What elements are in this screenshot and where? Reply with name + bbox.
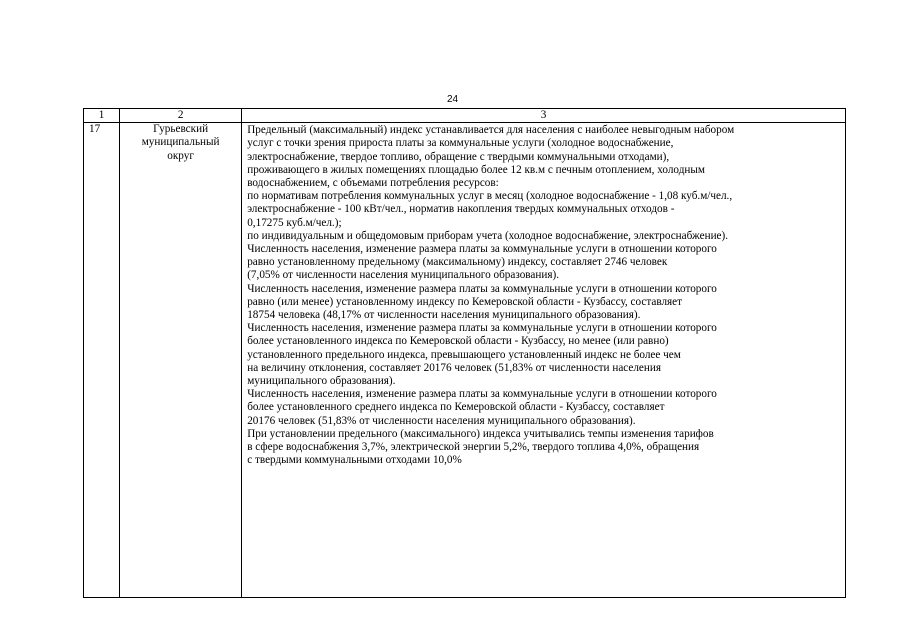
row-number-cell: 17 [84, 123, 120, 598]
description-line: 20176 человек (51,83% от численности населения муниципального образования). [247, 414, 636, 427]
description-line: электроснабжение, твердое топливо, обращение с твердыми коммунальными отходами), [247, 150, 670, 163]
description-cell [242, 123, 846, 598]
description-line: по нормативам потребления коммунальных услуг в месяц (холодное водоснабжение - 1,08 куб.м/чел., [247, 190, 733, 203]
description-line: Численность населения, изменение размера платы за коммунальные услуги в отношении которого [247, 322, 717, 335]
header-cell-2: 2 [120, 109, 242, 123]
table-header-row [84, 109, 846, 123]
description-line: равно установленному предельному (максимальному) индексу, составляет 2746 человек [247, 256, 668, 269]
description-line: 0,17275 куб.м/чел.); [247, 216, 342, 229]
description-line: на величину отклонения, составляет 20176 человек (51,83% от численности населения [247, 361, 662, 374]
municipality-line: округ [167, 149, 194, 162]
document-table [83, 108, 846, 598]
header-cell-1: 1 [84, 109, 120, 123]
page-number: 24 [446, 94, 459, 105]
description-line: равно (или менее) установленному индексу по Кемеровской области - Кузбассу, составляет [247, 295, 683, 308]
municipality-line: муниципальный [141, 136, 220, 149]
description-line: 18754 человека (48,17% от численности населения муниципального образования). [247, 309, 641, 322]
description-line: Предельный (максимальный) индекс устанавливается для населения с наиболее невыгодным набором [247, 124, 735, 137]
description-line: с твердыми коммунальными отходами 10,0% [247, 454, 462, 467]
description-line: При установлении предельного (максимального) индекса учитывались темпы изменения тарифов [247, 427, 714, 440]
description-line: Численность населения, изменение размера платы за коммунальные услуги в отношении которого [247, 243, 717, 256]
description-line: муниципального образования). [247, 375, 396, 388]
description-line: установленного предельного индекса, превышающего установленный индекс не более чем [247, 348, 681, 361]
description-line: проживающего в жилых помещениях площадью более 12 кв.м с печным отоплением, холодным [247, 163, 705, 176]
municipality-line: Гурьевский [153, 123, 209, 136]
description-line: более установленного среднего индекса по Кемеровской области - Кузбассу, составляет [247, 401, 665, 414]
description-line: (7,05% от численности населения муниципального образования). [247, 269, 560, 282]
description-line: Численность населения, изменение размера платы за коммунальные услуги в отношении которого [247, 282, 717, 295]
table-row [84, 123, 846, 598]
description-line: услуг с точки зрения прироста платы за коммунальные услуги (холодное водоснабжение, [247, 137, 674, 150]
description-line: по индивидуальным и общедомовым приборам учета (холодное водоснабжение, электроснабжение). [247, 229, 729, 242]
description-line: более установленного индекса по Кемеровской области - Кузбассу, но менее (или равно) [247, 335, 669, 348]
description-line: водоснабжением, с объемами потребления ресурсов: [247, 177, 499, 190]
description-line: в сфере водоснабжения 3,7%, электрической энергии 5,2%, твердого топлива 4,0%, обращения [247, 441, 700, 454]
header-cell-3: 3 [242, 109, 846, 123]
description-line: Численность населения, изменение размера платы за коммунальные услуги в отношении которого [247, 388, 717, 401]
description-line: электроснабжение - 100 кВт/чел., норматив накопления твердых коммунальных отходов - [247, 203, 675, 216]
municipality-cell [120, 123, 242, 598]
